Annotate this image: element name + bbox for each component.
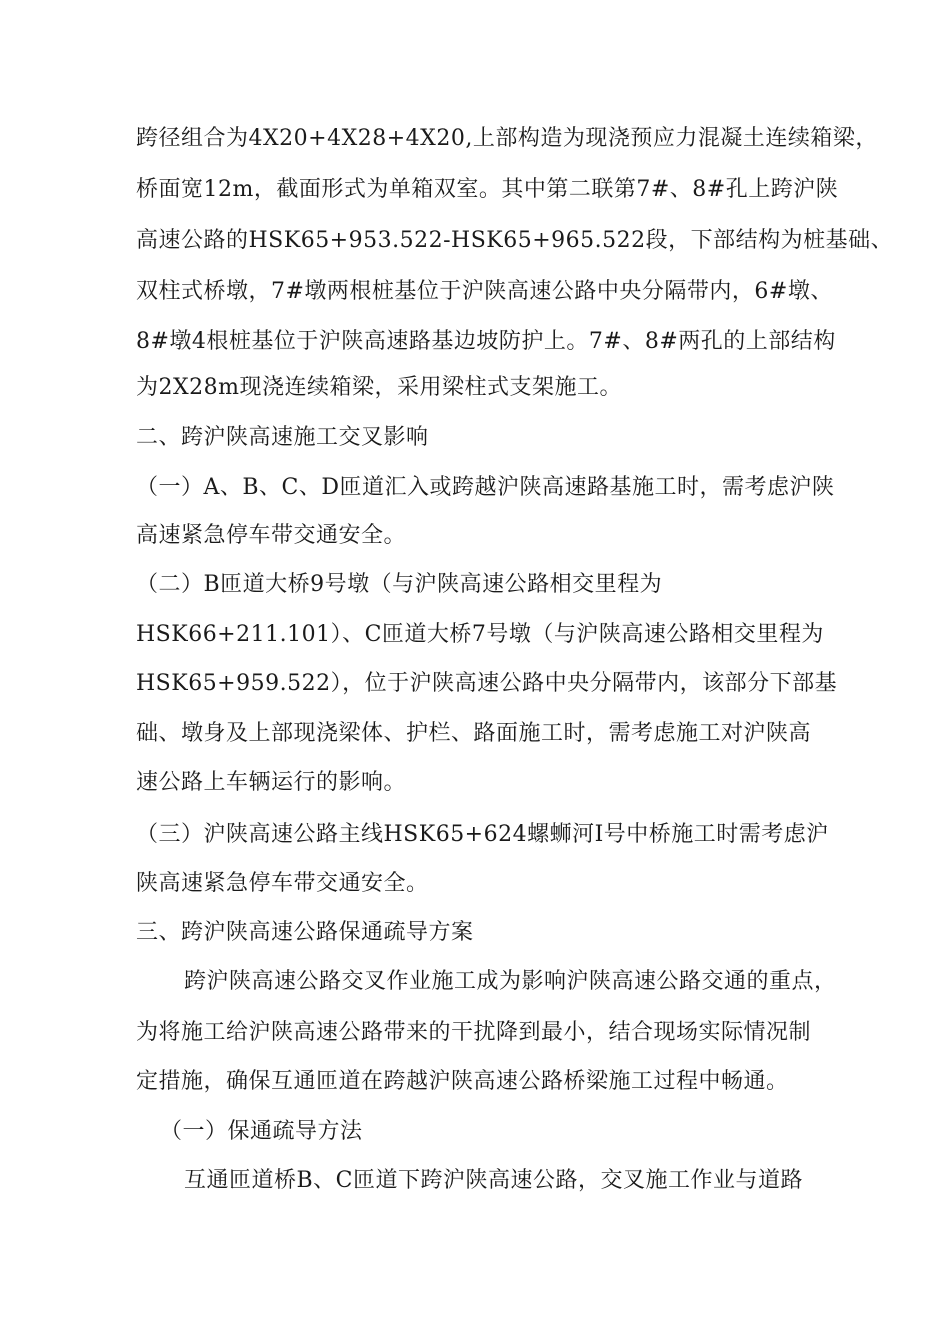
text-line-5: 8#墩4根桩基位于沪陕高速路基边坡防护上。7#、8#两孔的上部结构 xyxy=(136,329,836,354)
text-line-3: 高速公路的HSK65+953.522-HSK65+965.522段，下部结构为桩基础、 xyxy=(136,228,894,253)
text-line-1: 跨径组合为4X20+4X28+4X20,上部构造为现浇预应力混凝土连续箱梁， xyxy=(136,126,878,151)
text-line-22: 互通匝道桥B、C匝道下跨沪陕高速公路，交叉施工作业与道路 xyxy=(184,1168,804,1193)
section-heading-3: 三、跨沪陕高速公路保通疏导方案 xyxy=(136,920,474,945)
text-line-4: 双柱式桥墩，7#墩两根桩基位于沪陕高速公路中央分隔带内，6#墩、 xyxy=(136,279,833,304)
text-line-2: 桥面宽12m，截面形式为单箱双室。其中第二联第7#、8#孔上跨沪陕 xyxy=(136,177,839,202)
text-line-20: 定措施，确保互通匝道在跨越沪陕高速公路桥梁施工过程中畅通。 xyxy=(136,1069,789,1094)
text-line-14: 速公路上车辆运行的影响。 xyxy=(136,770,407,795)
text-line-16: 陕高速紧急停车带交通安全。 xyxy=(136,871,429,896)
text-line-6: 为2X28m现浇连续箱梁，采用梁柱式支架施工。 xyxy=(136,375,623,400)
text-line-15: （三）沪陕高速公路主线HSK65+624螺蛳河I号中桥施工时需考虑沪 xyxy=(136,822,829,847)
text-line-19: 为将施工给沪陕高速公路带来的干扰降到最小，结合现场实际情况制 xyxy=(136,1020,812,1045)
section-heading-2: 二、跨沪陕高速施工交叉影响 xyxy=(136,425,429,450)
text-line-9: 高速紧急停车带交通安全。 xyxy=(136,523,407,548)
text-line-8: （一）A、B、C、D匝道汇入或跨越沪陕高速路基施工时，需考虑沪陕 xyxy=(136,475,835,500)
text-line-18: 跨沪陕高速公路交叉作业施工成为影响沪陕高速公路交通的重点， xyxy=(184,969,837,994)
text-line-10: （二）B匝道大桥9号墩（与沪陕高速公路相交里程为 xyxy=(136,572,663,597)
text-line-12: HSK65+959.522），位于沪陕高速公路中央分隔带内，该部分下部基 xyxy=(136,671,838,696)
subsection-heading-1: （一）保通疏导方法 xyxy=(160,1119,363,1144)
text-line-11: HSK66+211.101）、C匝道大桥7号墩（与沪陕高速公路相交里程为 xyxy=(136,622,824,647)
text-line-13: 础、墩身及上部现浇梁体、护栏、路面施工时，需考虑施工对沪陕高 xyxy=(136,721,812,746)
